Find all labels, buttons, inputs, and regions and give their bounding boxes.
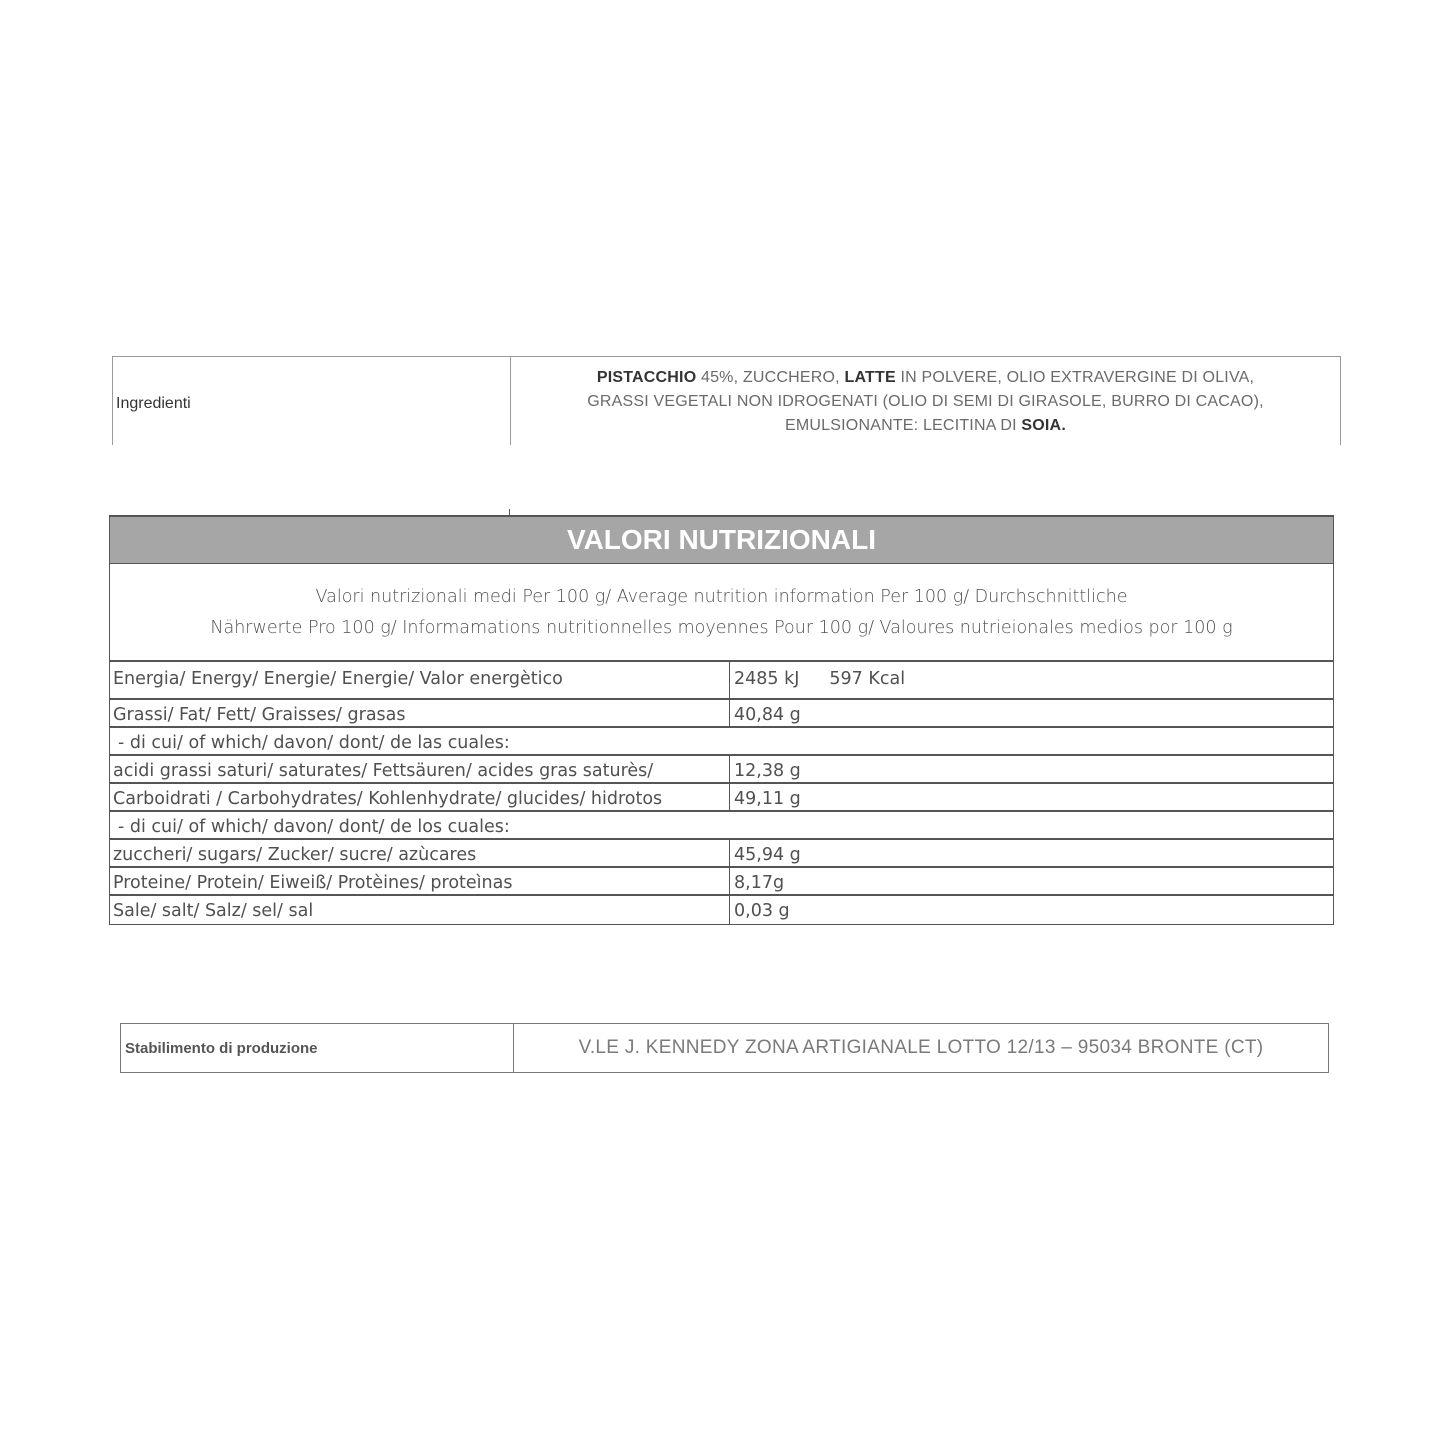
energy-value (730, 662, 1333, 698)
carbs-value: 49,11 g (734, 789, 801, 809)
ingredients-line-1-text-b: IN POLVERE, OLIO EXTRAVERGINE DI OLIVA, (895, 369, 1255, 386)
nutrition-row-fat-of-which (110, 728, 1333, 756)
ingredients-line-1 (511, 366, 1340, 390)
production-address: V.LE J. KENNEDY ZONA ARTIGIANALE LOTTO 12/13 – 95034 BRONTE (CT) (514, 1024, 1329, 1072)
nutrition-row-salt (110, 896, 1333, 924)
carbs-label: Carboidrati / Carbohydrates/ Kohlenhydrate/ glucides/ hidrotos (110, 784, 730, 810)
ingredients-line-3 (511, 414, 1340, 438)
nutrition-row-fat (110, 700, 1333, 728)
nutrition-row-saturates (110, 756, 1333, 784)
ingredients-line-2: GRASSI VEGETALI NON IDROGENATI (OLIO DI SEMI DI GIRASOLE, BURRO DI CACAO), (587, 393, 1264, 410)
nutrition-row-sugars (110, 840, 1333, 868)
ingredients-text (511, 357, 1341, 445)
fat-value: 40,84 g (734, 705, 801, 725)
nutrition-subtitle-line-1: Valori nutrizionali medi Per 100 g/ Average nutrition information Per 100 g/ Durchschnittliche (315, 587, 1128, 607)
nutrition-row-carbs (110, 784, 1333, 812)
energy-kcal: 597 Kcal (829, 669, 906, 689)
salt-label: Sale/ salt/ Salz/ sel/ sal (110, 896, 730, 924)
energy-kj: 2485 kJ (734, 669, 800, 689)
production-label: Stabilimento di produzione (120, 1024, 514, 1072)
sugars-value: 45,94 g (734, 845, 801, 865)
nutrition-subtitle (110, 564, 1333, 662)
saturates-label: acidi grassi saturi/ saturates/ Fettsäuren/ acides gras saturès/ (110, 756, 730, 782)
nutrition-subtitle-line-2: Nährwerte Pro 100 g/ Informamations nutritionnelles moyennes Pour 100 g/ Valoures nutrieionales medios por 100 g (210, 618, 1233, 638)
ingredients-line-3-text: EMULSIONANTE: LECITINA DI (785, 417, 1022, 434)
sugars-label: zuccheri/ sugars/ Zucker/ sucre/ azùcares (110, 840, 730, 866)
fat-of-which-label: - di cui/ of which/ davon/ dont/ de las cuales: (118, 733, 510, 753)
protein-value: 8,17g (734, 873, 785, 893)
table-tick-mark (509, 509, 510, 515)
ingredient-latte: LATTE (844, 369, 896, 386)
nutrition-row-energy (110, 662, 1333, 700)
ingredient-pistacchio: PISTACCHIO (596, 369, 697, 386)
ingredients-line-1-text-a: 45%, ZUCCHERO, (696, 369, 845, 386)
carbs-of-which-label: - di cui/ of which/ davon/ dont/ de los cuales: (118, 817, 510, 837)
fat-label: Grassi/ Fat/ Fett/ Graisses/ grasas (110, 700, 730, 726)
protein-label: Proteine/ Protein/ Eiweiß/ Protèines/ proteìnas (110, 868, 730, 894)
ingredients-line-3-end: . (1061, 417, 1066, 434)
ingredients-label: Ingredienti (112, 357, 511, 445)
nutrition-table (109, 515, 1334, 925)
saturates-value: 12,38 g (734, 761, 801, 781)
nutrition-row-protein (110, 868, 1333, 896)
ingredients-table (112, 356, 1341, 445)
production-table (120, 1023, 1329, 1073)
nutrition-title: VALORI NUTRIZIONALI (110, 517, 1333, 564)
nutrition-row-carbs-of-which (110, 812, 1333, 840)
ingredient-soia: SOIA (1021, 417, 1062, 434)
energy-label: Energia/ Energy/ Energie/ Energie/ Valor energètico (110, 662, 730, 698)
salt-value: 0,03 g (734, 901, 790, 921)
